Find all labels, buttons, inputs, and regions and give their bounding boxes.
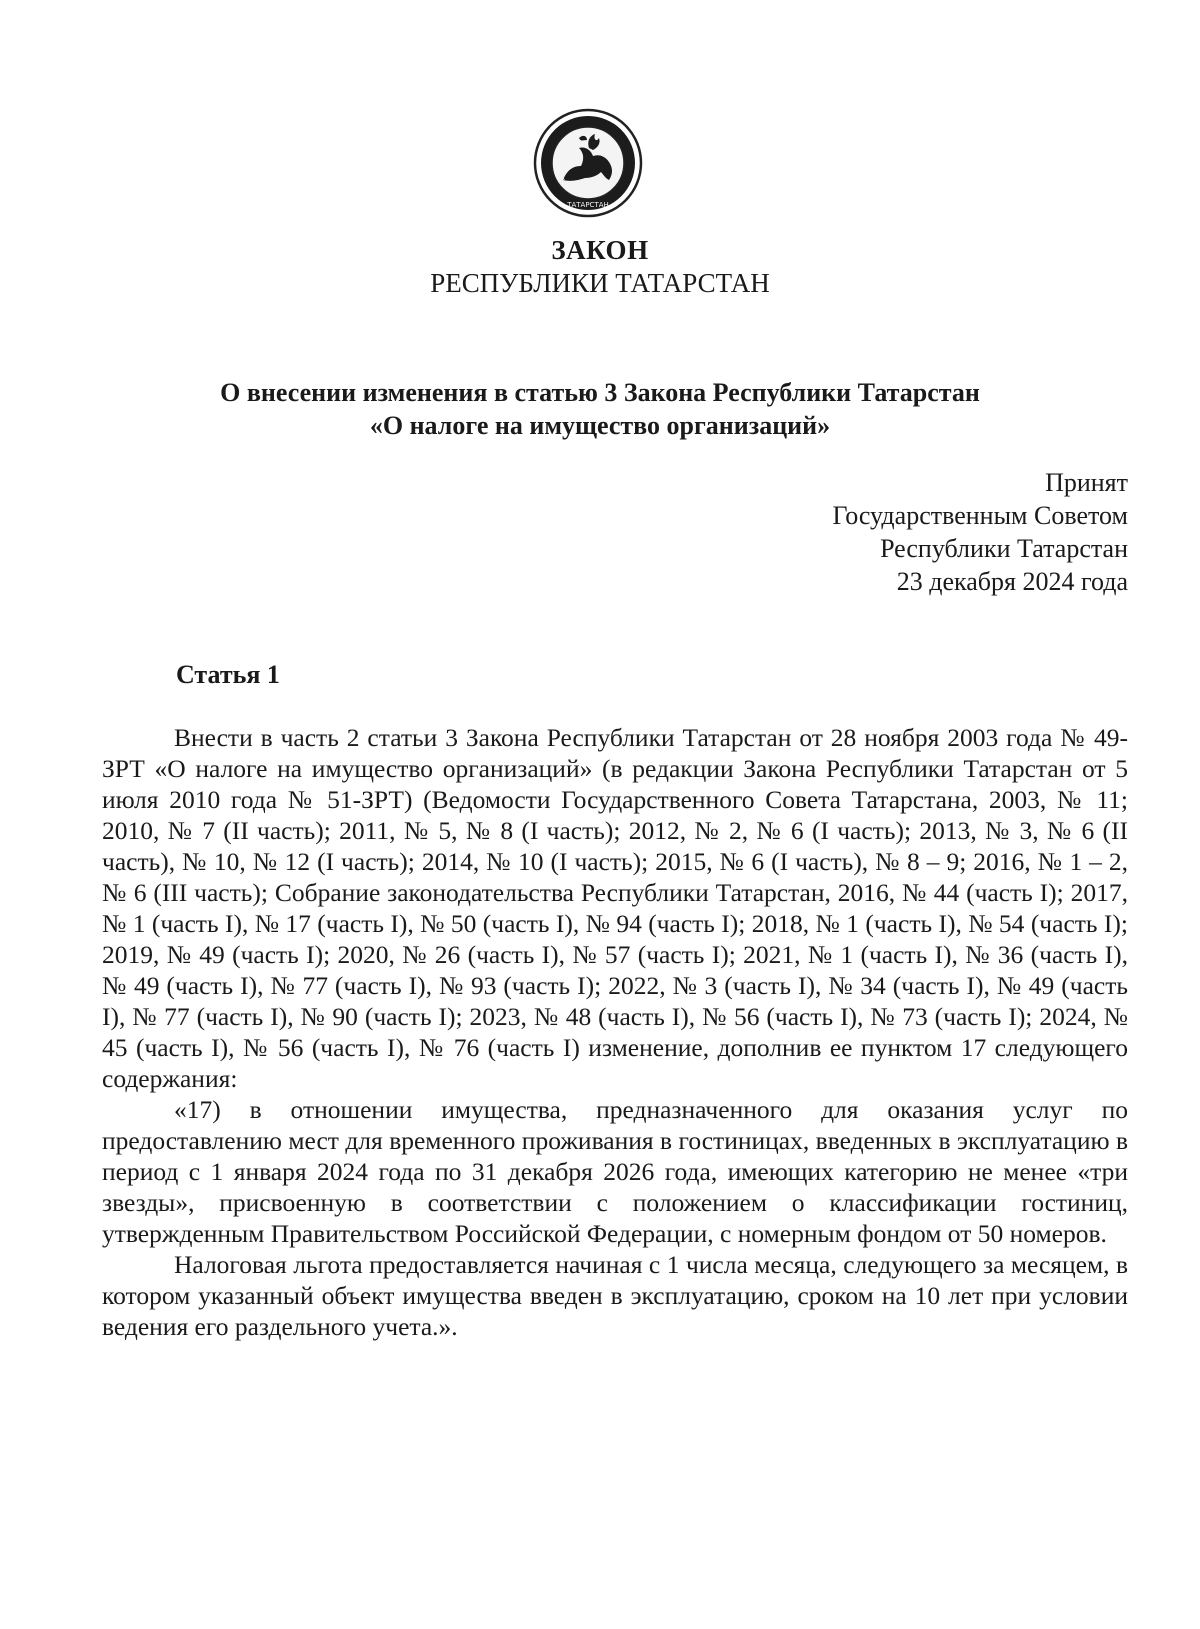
subject-line-2: «О налоге на имущество организаций»	[369, 411, 831, 440]
republic-name: РЕСПУБЛИКИ ТАТАРСТАН	[430, 268, 770, 298]
article-body	[102, 722, 1128, 1342]
article-paragraph-1: Внести в часть 2 статьи 3 Закона Республики Татарстан от 28 ноября 2003 года № 49-ЗРТ «О налоге на имущество организаций» (в редакции Закона Республики Татарстан от 5 июля 2010 года № 51-ЗРТ) (Ведомости Государственного Совета Татарстана, 2003, № 11; 2010, № 7 (II часть); 2011, № 5, № 8 (I часть); 2012, № 2, № 6 (I часть); 2013, № 3, № 6 (II часть), № 10, № 12 (I часть); 2014, № 10 (I часть); 2015, № 6 (I часть), № 8 – 9; 2016, № 1 – 2, № 6 (III часть); Собрание законодательства Республики Татарстан, 2016, № 44 (часть I); 2017, № 1 (часть I), № 17 (часть I), № 50 (часть I), № 94 (часть I); 2018, № 1 (часть I), № 54 (часть I); 2019, № 49 (часть I); 2020, № 26 (часть I), № 57 (часть I); 2021, № 1 (часть I), № 36 (часть I), № 49 (часть I), № 77 (часть I), № 93 (часть I); 2022, № 3 (часть I), № 34 (часть I), № 49 (часть I), № 77 (часть I), № 90 (часть I); 2023, № 48 (часть I), № 56 (часть I), № 73 (часть I); 2024, № 45 (часть I), № 56 (часть I), № 76 (часть I) изменение, дополнив ее пунктом 17 следующего содержания:	[102, 723, 1128, 1093]
adopted-line-1: Принят	[1045, 468, 1128, 497]
article-heading: Статья 1	[176, 660, 280, 689]
law-title	[0, 234, 1200, 300]
law-word: ЗАКОН	[551, 235, 649, 265]
tatarstan-emblem-icon	[533, 108, 643, 218]
subject-line-1: О внесении изменения в статью 3 Закона Республики Татарстан	[220, 378, 980, 407]
adopted-line-3: Республики Татарстан	[880, 534, 1128, 563]
article-paragraph-3: Налоговая льгота предоставляется начиная с 1 числа месяца, следующего за месяцем, в котором указанный объект имущества введен в эксплуатацию, сроком на 10 лет при условии ведения его раздельного учета.».	[102, 1250, 1128, 1341]
adopted-line-2: Государственным Советом	[832, 501, 1128, 530]
adoption-block	[832, 466, 1128, 598]
adoption-date: 23 декабря 2024 года	[896, 567, 1128, 596]
article-paragraph-2: «17) в отношении имущества, предназначенного для оказания услуг по предоставлению мест для временного проживания в гостиницах, введенных в эксплуатацию в период с 1 января 2024 года по 31 декабря 2026 года, имеющих категорию не менее «три звезды», присвоенную в соответствии с положением о классификации гостиниц, утвержденным Правительством Российской Федерации, с номерным фондом от 50 номеров.	[102, 1095, 1128, 1248]
emblem-ring-text: ТАТАРСТАН	[567, 201, 609, 209]
law-subject	[0, 376, 1200, 442]
